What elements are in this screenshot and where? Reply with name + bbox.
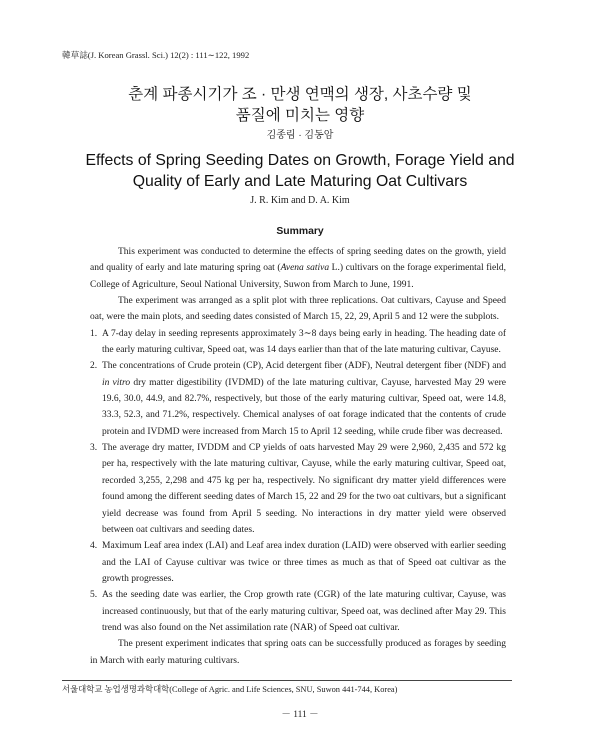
summary-conclusion-paragraph: The present experiment indicates that spring oats can be successfully produced as forages by seeding in March with early maturing cultivars. xyxy=(90,639,506,666)
summary-p1-text-b: L.) cultivars on the forage experimental field, College of Agriculture, Seoul National University, Suwon from March to June, 1991. xyxy=(90,263,507,290)
result-item-text-b: dry matter digestibility (IVDMD) of the late maturing cultivar, Cayuse, harvested May 29 were 19.6, 30.0, 44.9, and 82.7%, respectively, but those of the early maturing cultivar, Speed oat, were 14.8, 33.3, 52.3, and 71.2%, respectively. Chemical analyses of oat forage indicated that the contents of crude protein and IVDMD were increased from March 15 to April 12 seeding, while crude fiber was decreased. xyxy=(102,377,506,437)
in-vitro-italic: in vitro xyxy=(102,377,131,388)
result-item-text: The average dry matter, IVDDM and CP yields of oats harvested May 29 were 2,960, 2,435 and 572 kg per ha, respectively with the late maturing cultivar, Cayuse, while the early maturing cultivar, Speed oat, recorded 3,255, 2,298 and 475 kg per ha, respectively. No significant dry matter yield differences were found among the different seeding dates of March 15, 22 and 29 for the two oat cultivars, but a significant yield decrease was found from April 5 seeding. No interactions in dry matter yield were observed between oat cultivars and seeding dates. xyxy=(102,443,506,535)
summary-p1-text-a: This experiment was conducted to determine the effects of spring seeding dates on the growth, yield and quality of early and late maturing spring oat ( xyxy=(90,247,506,274)
result-item-number: 1. xyxy=(90,328,98,339)
result-item-4 xyxy=(90,538,506,587)
result-item-number: 4. xyxy=(90,541,98,552)
english-title-line-1: Effects of Spring Seeding Dates on Growth, Forage Yield and xyxy=(85,152,515,169)
summary-body xyxy=(90,244,506,669)
result-item-number: 3. xyxy=(90,443,98,454)
result-item-2 xyxy=(90,358,506,440)
result-item-1 xyxy=(90,326,506,359)
result-item-text: As the seeding date was earlier, the Crop growth rate (CGR) of the late maturing cultivar, Cayuse, was increased continuously, but that of the early maturing cultivar, Speed oat, was declined after May 29. This trend was also found on the Net assimilation rate (NAR) of Speed oat cultivar. xyxy=(102,590,506,633)
summary-paragraph-2: The experiment was arranged as a split plot with three replications. Oat cultivars, Cayuse and Speed oat, were the main plots, and seeding dates consisted of March 15, 22, 29, April 5 and 12 were the subplots. xyxy=(90,296,506,323)
english-title-line-2: Quality of Early and Late Maturing Oat Cultivars xyxy=(132,173,468,190)
journal-citation-header: 韓草誌(J. Korean Grassl. Sci.) 12(2) : 111∼122, 1992 xyxy=(62,50,250,60)
result-item-number: 2. xyxy=(90,361,98,372)
page-number: － 111 － xyxy=(281,710,319,720)
result-item-text: A 7-day delay in seeding represents approximately 3∼8 days being early in heading. The heading date of the early maturing cultivar, Speed oat, was 14 days earlier than that of the late maturing cultivar, Cayuse. xyxy=(102,328,506,356)
korean-title-line-1: 춘계 파종시기가 조 · 만생 연맥의 생장, 사초수량 및 xyxy=(128,86,472,103)
result-item-3 xyxy=(90,440,506,538)
english-title-block xyxy=(0,150,600,209)
affiliation-footnote: 서울대학교 농업생명과학대학(College of Agric. and Life Sciences, SNU, Suwon 441-744, Korea) xyxy=(62,685,398,694)
summary-paragraph-1 xyxy=(90,244,506,293)
result-item-text-a: The concentrations of Crude protein (CP), Acid detergent fiber (ADF), Neutral detergent fiber (NDF) and xyxy=(102,361,506,372)
footnote-divider xyxy=(62,680,512,681)
korean-title-line-2: 품질에 미치는 영향 xyxy=(235,107,365,124)
result-item-5 xyxy=(90,587,506,636)
result-item-text: Maximum Leaf area index (LAI) and Leaf area index duration (LAID) were observed with earlier seeding and the LAI of Cayuse cultivar was twice or three times as much as that of Speed oat cultivar as the growth progresses. xyxy=(102,541,506,584)
summary-heading: Summary xyxy=(276,226,324,237)
result-item-number: 5. xyxy=(90,590,98,601)
species-name-italic: Avena sativa xyxy=(280,263,330,274)
korean-title-block xyxy=(0,84,600,144)
english-authors: J. R. Kim and D. A. Kim xyxy=(250,195,350,206)
korean-authors: 김종림 · 김동암 xyxy=(266,130,334,141)
